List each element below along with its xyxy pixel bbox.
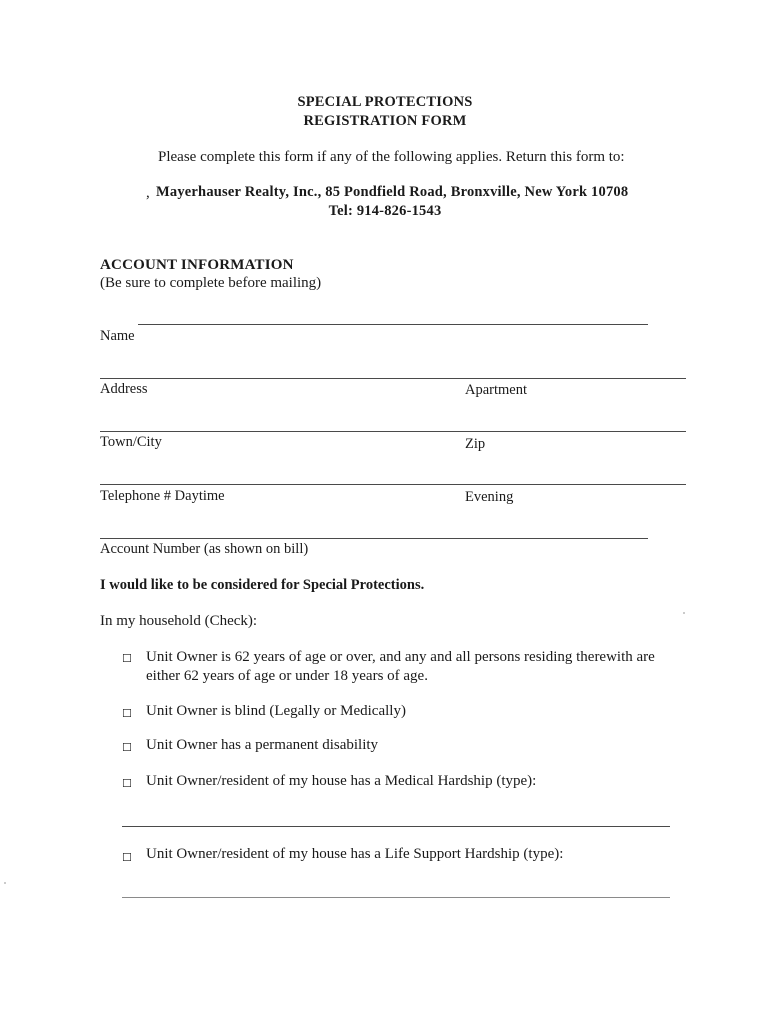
blind-option-text: Unit Owner is blind (Legally or Medically) [146,703,406,719]
town-city-label: Town/City [100,434,162,450]
name-label: Name [100,328,135,344]
address-field-line[interactable] [100,378,686,379]
age-option-text-line2: either 62 years of age or under 18 years of age. [146,668,428,684]
zip-label: Zip [465,436,486,452]
company-address: Mayerhauser Realty, Inc., 85 Pondfield Road, Bronxville, New York 10708 [156,184,629,200]
life-support-option-text: Unit Owner/resident of my house has a Life Support Hardship (type): [146,846,564,862]
age-option-text-line1: Unit Owner is 62 years of age or over, and any and all persons residing therewith are [146,649,655,665]
account-information-heading: ACCOUNT INFORMATION [100,257,294,273]
account-number-field-line[interactable] [100,538,648,539]
company-prefix: , [146,185,150,201]
special-protections-statement: I would like to be considered for Special Protections. [100,577,425,593]
account-information-subheading: (Be sure to complete before mailing) [100,275,322,291]
form-title-line2: REGISTRATION FORM [303,113,467,129]
life-support-type-line[interactable] [122,897,670,898]
medical-hardship-option-text: Unit Owner/resident of my house has a Medical Hardship (type): [146,773,537,789]
form-title-line1: SPECIAL PROTECTIONS [297,94,473,110]
disability-checkbox[interactable]: ☐ [122,741,132,754]
apartment-label: Apartment [465,382,528,398]
blind-checkbox[interactable]: ☐ [122,707,132,720]
scan-speck [683,612,685,614]
household-prompt: In my household (Check): [100,613,258,629]
life-support-checkbox[interactable]: ☐ [122,851,132,864]
name-field-line[interactable] [138,324,648,325]
age-checkbox[interactable]: ☐ [122,652,132,665]
telephone-daytime-label: Telephone # Daytime [100,488,225,504]
instructions-text: Please complete this form if any of the following applies. Return this form to: [158,149,625,165]
scan-speck [4,882,6,884]
evening-label: Evening [465,489,514,505]
address-label: Address [100,381,148,397]
medical-hardship-type-line[interactable] [122,826,670,827]
town-zip-field-line[interactable] [100,431,686,432]
disability-option-text: Unit Owner has a permanent disability [146,737,379,753]
medical-hardship-checkbox[interactable]: ☐ [122,777,132,790]
company-phone: Tel: 914-826-1543 [328,203,442,219]
account-number-label: Account Number (as shown on bill) [100,541,309,557]
telephone-field-line[interactable] [100,484,686,485]
